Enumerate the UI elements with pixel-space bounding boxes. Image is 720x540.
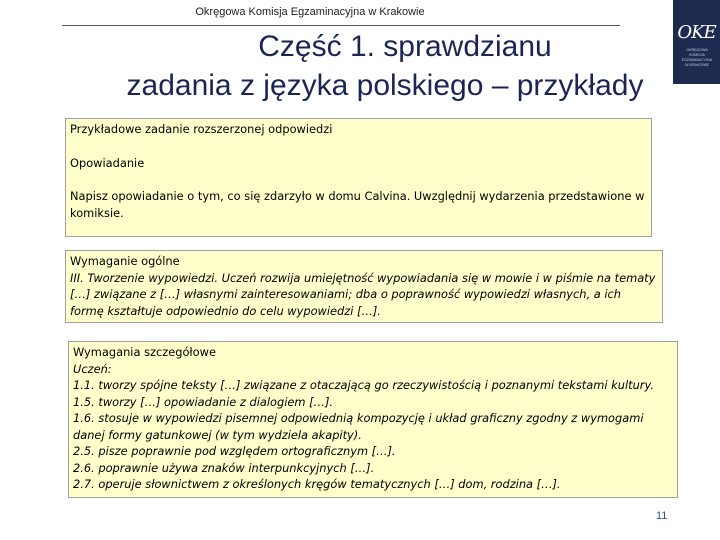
requirement-item: 1.1. tworzy spójne teksty […] związane z otaczającą go rzeczywistością i poznanymi tekstami kultury. <box>73 378 654 392</box>
task-label: Przykładowe zadanie rozszerzonej odpowiedzi <box>70 122 333 136</box>
task-instruction: Napisz opowiadanie o tym, co się zdarzyło w domu Calvina. Uwzględnij wydarzenia przedstawione w komiksie. <box>70 189 645 220</box>
requirement-item: 2.7. operuje słownictwem z określonych kręgów tematycznych […] dom, rodzina […]. <box>73 477 561 491</box>
detailed-requirements-box <box>68 341 678 498</box>
logo-line: EGZAMINACYJNA <box>681 58 713 62</box>
requirement-item: 1.6. stosuje w wypowiedzi pisemnej odpowiednią kompozycję i układ graficzny zgodny z wymogami danej formy gatunkowej (w tym wydziela akapity). <box>73 411 644 442</box>
requirement-item: 1.5. tworzy […] opowiadanie z dialogiem […]. <box>73 394 334 409</box>
logo-line: W KRAKOWIE <box>685 63 709 67</box>
slide-title <box>60 27 710 105</box>
page-number: 11 <box>656 510 668 522</box>
slide-title-line2: zadania z języka polskiego – przykłady <box>126 69 644 102</box>
task-box <box>65 118 652 237</box>
logo-mark: OKE <box>677 22 716 43</box>
requirement-item: 2.5. pisze poprawnie pod względem ortograficznym […]. <box>73 444 396 458</box>
slide-title-line1: Część 1. sprawdzianu <box>258 30 552 63</box>
logo-line: OKRĘGOWA <box>686 48 708 52</box>
header-organization: Okręgowa Komisja Egzaminacyjna w Krakowie <box>195 6 425 18</box>
detailed-requirements-heading: Wymagania szczegółowe <box>73 345 216 359</box>
logo-line: KOMISJA <box>689 53 705 57</box>
detailed-requirements-intro: Uczeń: <box>73 361 112 376</box>
general-requirement-text: III. Tworzenie wypowiedzi. Uczeń rozwija umiejętność wypowiadania się w mowie i w piśmie na tematy […] związane z […] własnymi zainteresowaniami; dba o poprawność wypowiedzi własnych, a ich formę kształtuje odpowiednio do celu wypowiedzi […]. <box>70 270 656 318</box>
requirement-item: 2.6. poprawnie używa znaków interpunkcyjnych […]. <box>73 460 375 475</box>
header-divider <box>62 25 620 26</box>
task-genre: Opowiadanie <box>70 155 145 170</box>
general-requirement-box <box>65 250 663 323</box>
general-requirement-heading: Wymaganie ogólne <box>70 254 180 268</box>
